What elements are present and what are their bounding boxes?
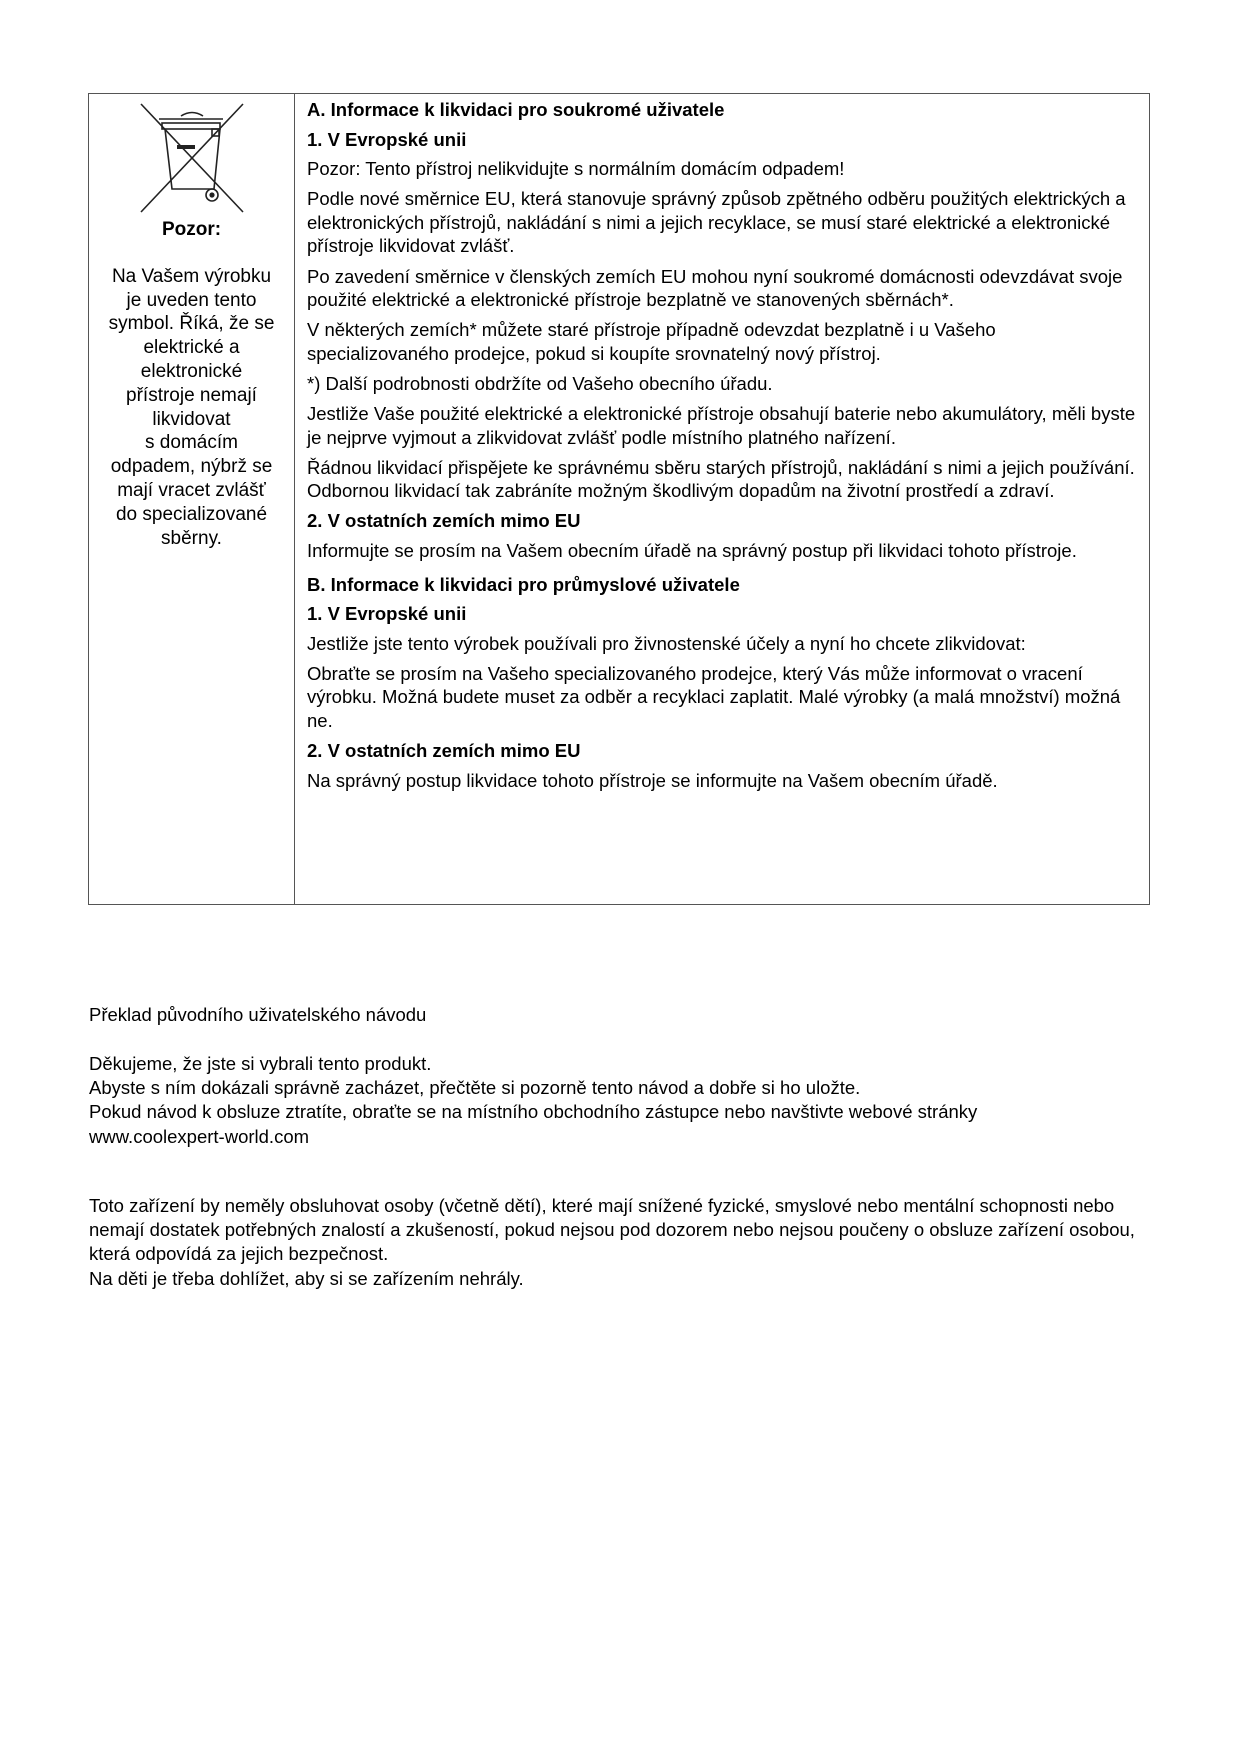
warning-line: přístroje nemají xyxy=(126,384,257,406)
crossed-out-wheelie-bin-icon xyxy=(137,100,247,216)
translation-note xyxy=(89,1003,1149,1027)
translation-note-text: Překlad původního uživatelského návodu xyxy=(89,1004,427,1025)
warning-line: elektrické a xyxy=(143,337,240,359)
section-a1-paragraph: *) Další podrobnosti obdržíte od Vašeho obecního úřadu. xyxy=(307,372,773,394)
warning-line: odpadem, nýbrž se xyxy=(110,456,273,478)
warning-line: do specializované xyxy=(115,503,268,525)
section-b1-paragraph: Obraťte se prosím na Vašeho specializovaného prodejce, který Vás může informovat o vracení výrobku. Možná budete muset za odběr a recyklaci zaplatit. Malé výrobky (a malá množství) možná ne. xyxy=(307,662,1121,732)
section-a1-paragraph: Po zavedení směrnice v členských zemích EU mohou nyní soukromé domácnosti odevzdávat svoje použité elektrické a elektronické přístroje bezplatně ve stanovených sběrnách*. xyxy=(307,265,1123,311)
disposal-information-column xyxy=(295,94,1149,904)
section-b-heading: B. Informace k likvidaci pro průmyslové uživatele xyxy=(307,573,740,595)
warning-line: je uveden tento xyxy=(126,289,257,311)
warning-column xyxy=(89,94,295,904)
children-supervision-line: Na děti je třeba dohlížet, aby si se zařízením nehrály. xyxy=(89,1267,524,1289)
website-link[interactable]: www.coolexpert-world.com xyxy=(89,1125,310,1147)
section-b1-heading: 1. V Evropské unii xyxy=(307,603,467,625)
section-a2-paragraph: Informujte se prosím na Vašem obecním úřadě na správný postup při likvidaci tohoto přístroje. xyxy=(307,540,1077,561)
safety-paragraph: Toto zařízení by neměly obsluhovat osoby (včetně dětí), které mají snížené fyzické, smyslové nebo mentální schopnosti nebo nemají dostatek potřebných znalostí a zkušeností, pokud nejsou pod dozorem nebo nejsou poučeny o obsluze zařízení osobou, která odpovídá za jejich bezpečnost. xyxy=(89,1195,1135,1265)
intro-section xyxy=(89,1052,1149,1149)
section-a-heading: A. Informace k likvidaci pro soukromé uživatele xyxy=(307,99,725,120)
disposal-notice-table xyxy=(88,93,1150,905)
section-b2-paragraph: Na správný postup likvidace tohoto přístroje se informujte na Vašem obecním úřadě. xyxy=(307,769,998,791)
section-a1-heading: 1. V Evropské unii xyxy=(307,128,467,150)
section-b2-heading: 2. V ostatních zemích mimo EU xyxy=(307,740,581,762)
section-a1-paragraph: Podle nové směrnice EU, která stanovuje správný způsob zpětného odběru použitých elektrických a elektronických přístrojů, nakládání s nimi a jejich recyklace, se musí staré elektrické a elektronické přístroje likvidovat zvlášť. xyxy=(307,188,1126,257)
section-b1-paragraph: Jestliže jste tento výrobek používali pro živnostenské účely a nyní ho chcete zlikvidovat: xyxy=(307,632,1026,654)
section-a1-paragraph: V některých zemích* můžete staré přístroje případně odevzdat bezplatně i u Vašeho specializovaného prodejce, pokud si koupíte srovnatelný nový přístroj. xyxy=(307,319,996,364)
section-a1-paragraph: Řádnou likvidací přispějete ke správnému sběru starých přístrojů, nakládání s nimi a jejich používání. Odbornou likvidací tak zabráníte možným škodlivým dopadům na životní prostředí a zdraví. xyxy=(307,456,1135,502)
warning-text xyxy=(89,265,294,551)
intro-line: Děkujeme, že jste si vybrali tento produkt. xyxy=(89,1053,432,1074)
warning-title: Pozor: xyxy=(161,219,222,240)
section-a1-paragraph: Jestliže Vaše použité elektrické a elektronické přístroje obsahují baterie nebo akumulátory, měli byste je nejprve vyjmout a zlikvidovat zvlášť podle místního platného nařízení. xyxy=(307,403,1136,448)
section-a1-paragraph: Pozor: Tento přístroj nelikvidujte s normálním domácím odpadem! xyxy=(307,158,845,180)
warning-line: sběrny. xyxy=(161,527,222,549)
section-a2-heading: 2. V ostatních zemích mimo EU xyxy=(307,510,581,532)
warning-line: mají vracet zvlášť xyxy=(117,479,266,501)
warning-line: symbol. Říká, že se xyxy=(108,313,275,335)
warning-line: s domácím xyxy=(145,432,238,454)
intro-line: Pokud návod k obsluze ztratíte, obraťte se na místního obchodního zástupce nebo navštivte webové stránky xyxy=(89,1101,978,1123)
warning-line: elektronické xyxy=(140,360,243,382)
warning-line: likvidovat xyxy=(152,408,231,430)
safety-section xyxy=(89,1194,1149,1291)
warning-line: Na Vašem výrobku xyxy=(111,265,272,287)
intro-line: Abyste s ním dokázali správně zacházet, přečtěte si pozorně tento návod a dobře si ho uložte. xyxy=(89,1077,861,1099)
